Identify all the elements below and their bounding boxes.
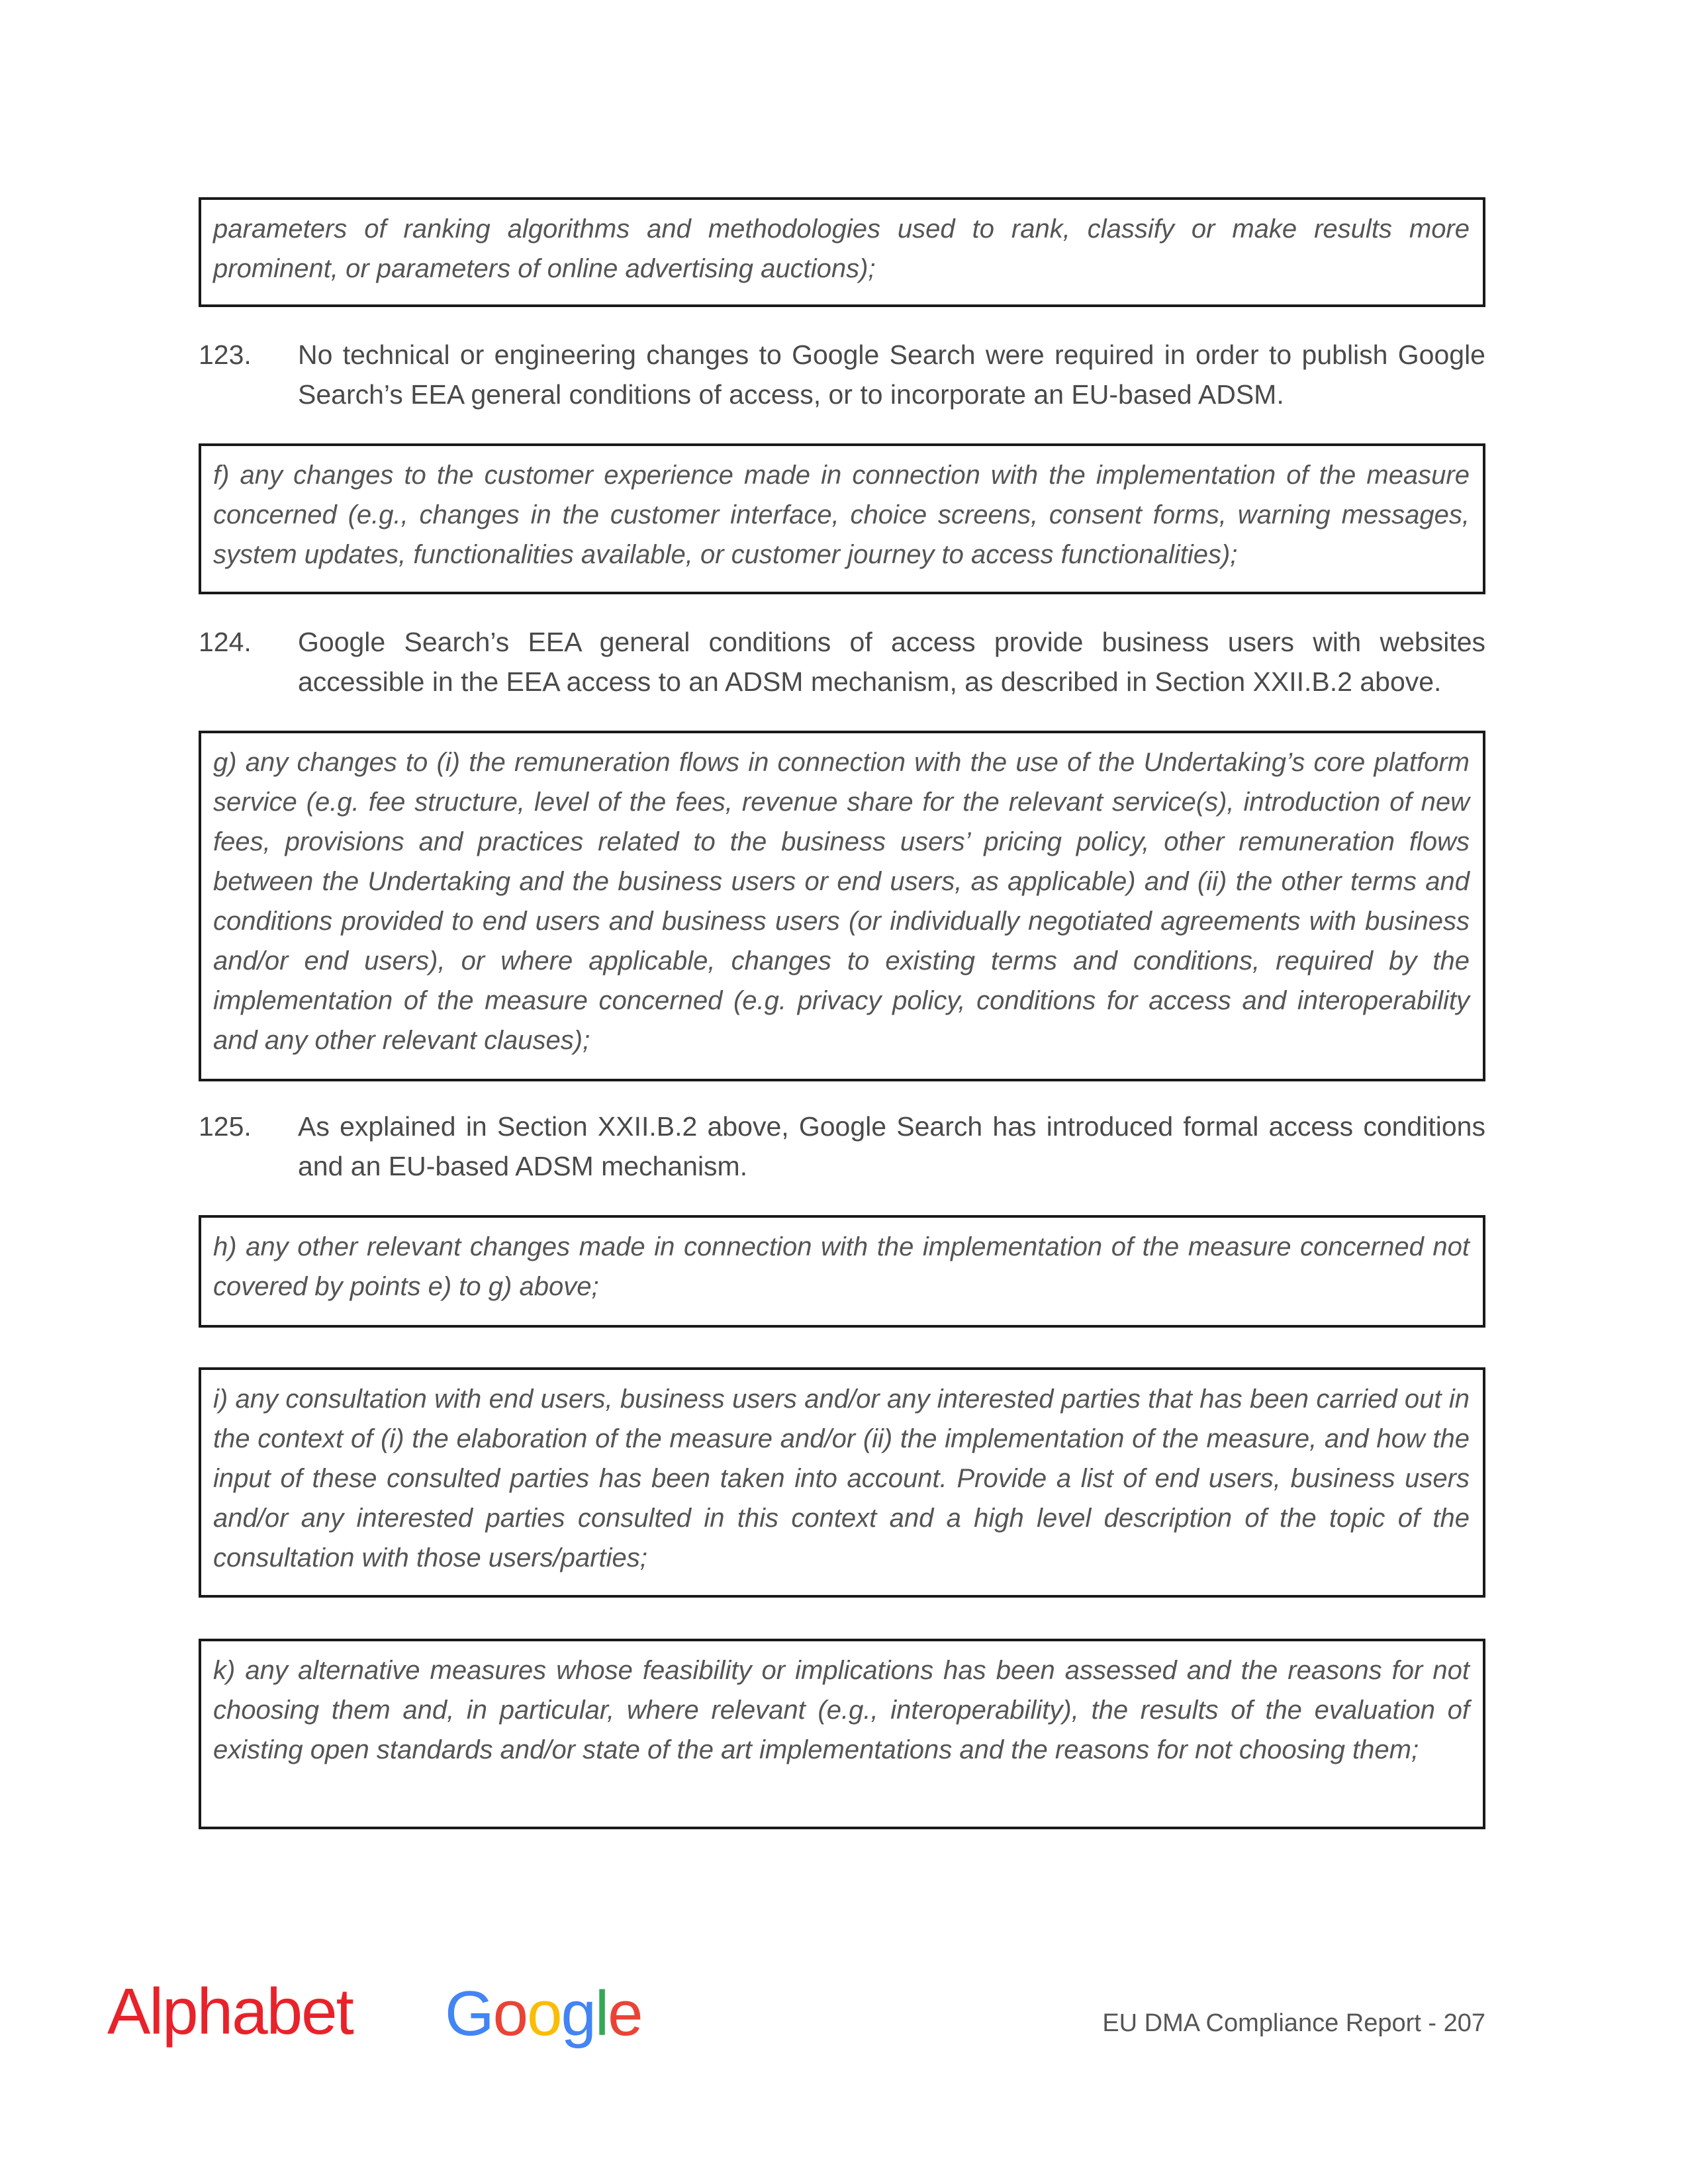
box-g-text: g) any changes to (i) the remuneration flows in connection with the use of the Undertaking’s core platform service (e.g. fee structure, level of the fees, revenue share for the relevant service(s), introduction of new fees, provisions and practices related to the business users’ pricing policy, other remuneration flows between the Undertaking and the business users or end users, as applicable) and (ii) the other terms and conditions provided to end users and business users (or individually negotiated agreements with business and/or end users), or where applicable, changes to existing terms and conditions, required by the implementation of the measure concerned (e.g. privacy policy, conditions for access and interoperability and any other relevant clauses);	[213, 748, 1470, 1055]
paragraph-text: As explained in Section XXII.B.2 above, Google Search has introduced formal access conditions and an EU-based ADSM mechanism.	[298, 1111, 1485, 1181]
box-f-text: f) any changes to the customer experience made in connection with the implementation of the measure concerned (e.g., changes in the customer interface, choice screens, consent forms, warning messages, system updates, functionalities available, or customer journey to access functionalities);	[213, 461, 1470, 569]
box-g	[199, 731, 1485, 1081]
google-logo-letter: l	[594, 1978, 608, 2049]
google-logo-letter: g	[561, 1978, 595, 2049]
google-logo-letter: e	[608, 1978, 642, 2049]
box-f	[199, 443, 1485, 594]
box-k-text: k) any alternative measures whose feasibility or implications has been assessed and the reasons for not choosing them and, in particular, where relevant (e.g., interoperability), the results of the evaluation of existing open standards and/or state of the art implementations and the reasons for not choosing them;	[213, 1656, 1470, 1764]
paragraph-number: 123.	[199, 340, 252, 370]
report-page-label: EU DMA Compliance Report - 207	[1102, 2009, 1485, 2037]
google-logo	[445, 1978, 642, 2049]
box-i-text: i) any consultation with end users, business users and/or any interested parties that has been carried out in the context of (i) the elaboration of the measure and/or (ii) the implementation of the measure, and how the input of these consulted parties has been taken into account. Provide a list of end users, business users and/or any interested parties consulted in this context and a high level description of the topic of the consultation with those users/parties;	[213, 1385, 1470, 1572]
paragraph-text: Google Search’s EEA general conditions of access provide business users with websites accessible in the EEA access to an ADSM mechanism, as described in Section XXII.B.2 above.	[298, 627, 1485, 697]
box-e-tail	[199, 197, 1485, 307]
box-h-text: h) any other relevant changes made in connection with the implementation of the measure concerned not covered by points e) to g) above;	[213, 1232, 1470, 1301]
box-e-tail-text: parameters of ranking algorithms and methodologies used to rank, classify or make results more prominent, or parameters of online advertising auctions);	[213, 214, 1470, 283]
paragraph-123	[199, 335, 1485, 414]
paragraph-number: 125.	[199, 1111, 252, 1142]
paragraph-125	[199, 1107, 1485, 1186]
box-k	[199, 1639, 1485, 1829]
google-logo-letter: o	[492, 1978, 528, 2049]
paragraph-124	[199, 622, 1485, 702]
alphabet-logo: Alphabet	[107, 1975, 353, 2048]
google-logo-letter: G	[445, 1978, 493, 2049]
google-logo-letter: o	[527, 1978, 561, 2049]
box-i	[199, 1367, 1485, 1598]
box-h	[199, 1215, 1485, 1328]
paragraph-number: 124.	[199, 627, 252, 657]
paragraph-text: No technical or engineering changes to Google Search were required in order to publish Google Search’s EEA general conditions of access, or to incorporate an EU-based ADSM.	[298, 340, 1485, 410]
